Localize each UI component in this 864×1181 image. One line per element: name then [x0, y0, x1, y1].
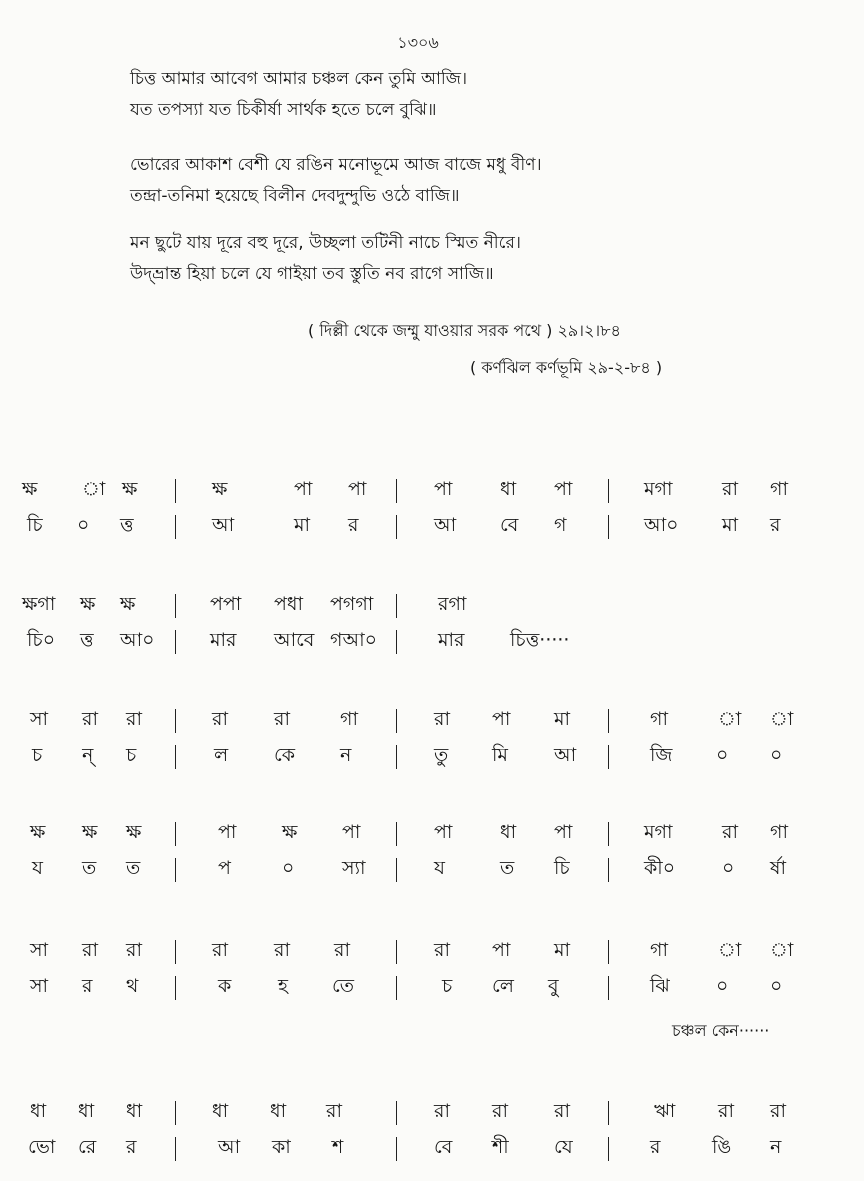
syllable: আ: [218, 1136, 241, 1158]
note: ক্ষ: [282, 821, 298, 843]
measure-bar: [175, 630, 176, 654]
syllable: ক: [218, 975, 232, 997]
syllable: ০: [282, 857, 295, 879]
syllable: ত্ত: [80, 629, 94, 651]
lyric-row: [22, 1133, 822, 1169]
syllable: মা: [294, 514, 311, 536]
syllable: ঙি: [712, 1136, 732, 1158]
note: পপা: [210, 593, 242, 615]
notation-block-5: [22, 936, 822, 1008]
swara-row: [22, 590, 822, 626]
syllable: চি: [554, 857, 570, 879]
swara-row: [22, 818, 822, 854]
note: রা: [326, 1100, 342, 1122]
note: ধা: [212, 1100, 229, 1122]
note: রা: [434, 708, 450, 730]
syllable: ০: [77, 514, 90, 536]
note: ঋা: [654, 1100, 676, 1122]
measure-bar: [396, 940, 397, 964]
note: পগগা: [330, 593, 374, 615]
syllable: স্যা: [342, 857, 366, 879]
note: পা: [434, 478, 453, 500]
syllable: ন: [340, 744, 352, 766]
syllable: আবে: [274, 629, 315, 651]
poem-stanza-2: [130, 150, 830, 212]
lyric-row: [22, 741, 822, 777]
syllable: যে: [554, 1136, 573, 1158]
syllable: গ: [554, 514, 567, 536]
note: ধা: [500, 821, 517, 843]
syllable: কে: [274, 744, 296, 766]
note: ক্ষ: [212, 478, 228, 500]
note: ক্ষ: [120, 593, 136, 615]
note: রা: [434, 1100, 450, 1122]
notation-block-3: [22, 705, 822, 777]
note: া: [770, 708, 794, 730]
syllable: সা: [30, 975, 49, 997]
note: পা: [294, 478, 313, 500]
note: ধা: [270, 1100, 287, 1122]
lyric-row: [22, 972, 822, 1008]
poem-caption-route: ( দিল্লী থেকে জম্মু যাওয়ার সরক পথে ) ২৯।২।৮৪: [308, 321, 621, 340]
measure-bar: [396, 1137, 397, 1161]
note: রা: [212, 939, 228, 961]
note: মগা: [644, 478, 673, 500]
syllable: ত: [126, 857, 141, 879]
note: মা: [554, 708, 571, 730]
syllable: শ: [332, 1136, 344, 1158]
measure-bar: [396, 515, 397, 539]
note: পা: [554, 821, 573, 843]
page-number: ১৩০৬: [397, 33, 439, 52]
lyric-row: [22, 854, 822, 890]
note: ক্ষ: [126, 821, 142, 843]
syllable: ন্: [82, 744, 94, 766]
note: পা: [492, 708, 511, 730]
measure-bar: [175, 515, 176, 539]
note: ক্ষ: [82, 821, 98, 843]
measure-bar: [175, 822, 176, 846]
poem-line: মন ছুটে যায় দূরে বহু দূরে, উচ্ছলা তটিনী নাচে স্মিত নীরে।: [130, 233, 521, 253]
note: সা: [30, 708, 49, 730]
note: পা: [218, 821, 237, 843]
note: রা: [274, 708, 290, 730]
measure-bar: [175, 709, 176, 733]
syllable: র্ষা: [770, 857, 786, 879]
note: ক্ষ: [30, 821, 46, 843]
notation-block-1: [22, 475, 822, 547]
lyric-row: [22, 626, 822, 662]
measure-bar: [608, 479, 609, 503]
syllable: আ: [212, 514, 235, 536]
note: ধা: [126, 1100, 143, 1122]
note: রা: [434, 939, 450, 961]
note: মা: [554, 939, 571, 961]
measure-bar: [396, 858, 397, 882]
syllable: শী: [492, 1136, 509, 1158]
syllable: গআ০: [330, 629, 377, 651]
note: রা: [722, 821, 738, 843]
note: া: [718, 708, 742, 730]
note: া: [82, 478, 106, 500]
syllable: চি: [27, 514, 43, 536]
note: রা: [82, 939, 98, 961]
note: মগা: [644, 821, 673, 843]
note: গা: [650, 708, 668, 730]
note: গা: [770, 821, 788, 843]
syllable: ল: [214, 744, 229, 766]
notation-block-4: [22, 818, 822, 890]
measure-bar: [608, 709, 609, 733]
note: রা: [212, 708, 228, 730]
note: ধা: [78, 1100, 95, 1122]
syllable: লে: [492, 975, 514, 997]
note: রা: [126, 708, 142, 730]
note: রা: [722, 478, 738, 500]
measure-bar: [608, 1137, 609, 1161]
syllable: কা: [272, 1136, 291, 1158]
note: ক্ষ: [22, 478, 38, 500]
note: রা: [770, 1100, 786, 1122]
measure-bar: [396, 594, 397, 618]
notation-block-2: [22, 590, 822, 662]
syllable: ত: [500, 857, 515, 879]
poem-line: উদ্‌ভ্রান্ত হিয়া চলে যে গাইয়া তব স্তুতি নব রাগে সাজি॥: [130, 264, 494, 284]
lyric-row: [22, 511, 822, 547]
note: পা: [342, 821, 361, 843]
measure-bar: [396, 1101, 397, 1125]
measure-bar: [608, 745, 609, 769]
note: রগা: [438, 593, 467, 615]
measure-bar: [175, 976, 176, 1000]
syllable: মি: [492, 744, 508, 766]
syllable: র: [126, 1136, 137, 1158]
poem-caption-place: ( কর্ণঝিল কর্ণভূমি ২৯-২-৮৪ ): [470, 358, 663, 377]
syllable: চি০: [27, 629, 56, 651]
syllable: মার: [210, 629, 237, 651]
syllable: ০: [770, 975, 783, 997]
measure-bar: [175, 594, 176, 618]
syllable: ০: [716, 744, 729, 766]
measure-bar: [175, 940, 176, 964]
syllable: চ: [126, 744, 137, 766]
syllable: ন: [770, 1136, 782, 1158]
syllable: থ: [126, 975, 139, 997]
measure-bar: [608, 940, 609, 964]
syllable: চ: [32, 744, 43, 766]
measure-bar: [175, 1137, 176, 1161]
syllable: ০: [722, 857, 735, 879]
syllable: ভো: [28, 1136, 56, 1158]
syllable: মা: [722, 514, 739, 536]
syllable: র: [770, 514, 781, 536]
syllable: র: [650, 1136, 661, 1158]
measure-bar: [396, 630, 397, 654]
syllable: বে: [500, 514, 519, 536]
measure-bar: [396, 976, 397, 1000]
measure-bar: [608, 515, 609, 539]
syllable: য: [434, 857, 445, 879]
syllable: জি: [650, 744, 673, 766]
continuation-cue: চঞ্চল কেন······: [672, 1021, 770, 1040]
syllable: তু: [434, 744, 449, 766]
syllable: আ০: [120, 629, 155, 651]
syllable: র: [348, 514, 359, 536]
syllable: ত্ত: [120, 514, 134, 536]
note: া: [718, 939, 742, 961]
note: ক্ষগা: [22, 593, 56, 615]
syllable: বে: [434, 1136, 453, 1158]
note: ধা: [500, 478, 517, 500]
measure-bar: [608, 976, 609, 1000]
note: ক্ষ: [122, 478, 138, 500]
measure-bar: [175, 858, 176, 882]
note: ক্ষ: [80, 593, 96, 615]
note: পা: [348, 478, 367, 500]
measure-bar: [608, 822, 609, 846]
poem-line: তন্দ্রা-তনিমা হয়েছে বিলীন দেবদুন্দুভি ওঠে বাজি॥: [130, 186, 460, 206]
measure-bar: [396, 822, 397, 846]
measure-bar: [175, 745, 176, 769]
measure-bar: [396, 745, 397, 769]
measure-bar: [175, 479, 176, 503]
syllable: কী০: [644, 857, 676, 879]
note: রা: [718, 1100, 734, 1122]
syllable: প: [218, 857, 231, 879]
syllable: তে: [332, 975, 354, 997]
measure-bar: [396, 709, 397, 733]
syllable: মার: [438, 629, 465, 651]
syllable: আ: [554, 744, 577, 766]
note: পা: [492, 939, 511, 961]
note: গা: [650, 939, 668, 961]
measure-bar: [608, 1101, 609, 1125]
note: ধা: [30, 1100, 47, 1122]
syllable: ০: [716, 975, 729, 997]
measure-bar: [175, 1101, 176, 1125]
syllable: চিত্ত·····: [510, 629, 570, 651]
syllable: য: [32, 857, 43, 879]
note: সা: [30, 939, 49, 961]
syllable: ০: [770, 744, 783, 766]
poem-line: চিত্ত আমার আবেগ আমার চঞ্চল কেন তুমি আজি।: [130, 69, 468, 89]
syllable: আ০: [644, 514, 679, 536]
notation-block-6: [22, 1097, 822, 1169]
syllable: র: [82, 975, 93, 997]
poem-stanza-1: [130, 64, 830, 126]
swara-row: [22, 475, 822, 511]
note: গা: [340, 708, 358, 730]
syllable: ত: [82, 857, 97, 879]
swara-row: [22, 1097, 822, 1133]
note: পা: [434, 821, 453, 843]
syllable: আ: [434, 514, 457, 536]
swara-row: [22, 705, 822, 741]
note: া: [770, 939, 794, 961]
poem-line: যত তপস্যা যত চিকীর্ষা সার্থক হতে চলে বুঝি॥: [130, 100, 437, 120]
syllable: বু: [548, 975, 559, 997]
syllable: ঝি: [650, 975, 670, 997]
note: রা: [126, 939, 142, 961]
measure-bar: [396, 479, 397, 503]
note: গা: [770, 478, 788, 500]
poem-stanza-3: [130, 228, 830, 290]
swara-row: [22, 936, 822, 972]
note: রা: [492, 1100, 508, 1122]
note: রা: [554, 1100, 570, 1122]
syllable: চ: [442, 975, 453, 997]
syllable: হ: [278, 975, 288, 997]
note: রা: [82, 708, 98, 730]
note: পধা: [274, 593, 304, 615]
note: রা: [274, 939, 290, 961]
measure-bar: [608, 858, 609, 882]
syllable: রে: [78, 1136, 97, 1158]
note: পা: [554, 478, 573, 500]
poem-line: ভোরের আকাশ বেশী যে রঙিন মনোভূমে আজ বাজে মধু বীণ।: [130, 155, 542, 175]
note: রা: [334, 939, 350, 961]
